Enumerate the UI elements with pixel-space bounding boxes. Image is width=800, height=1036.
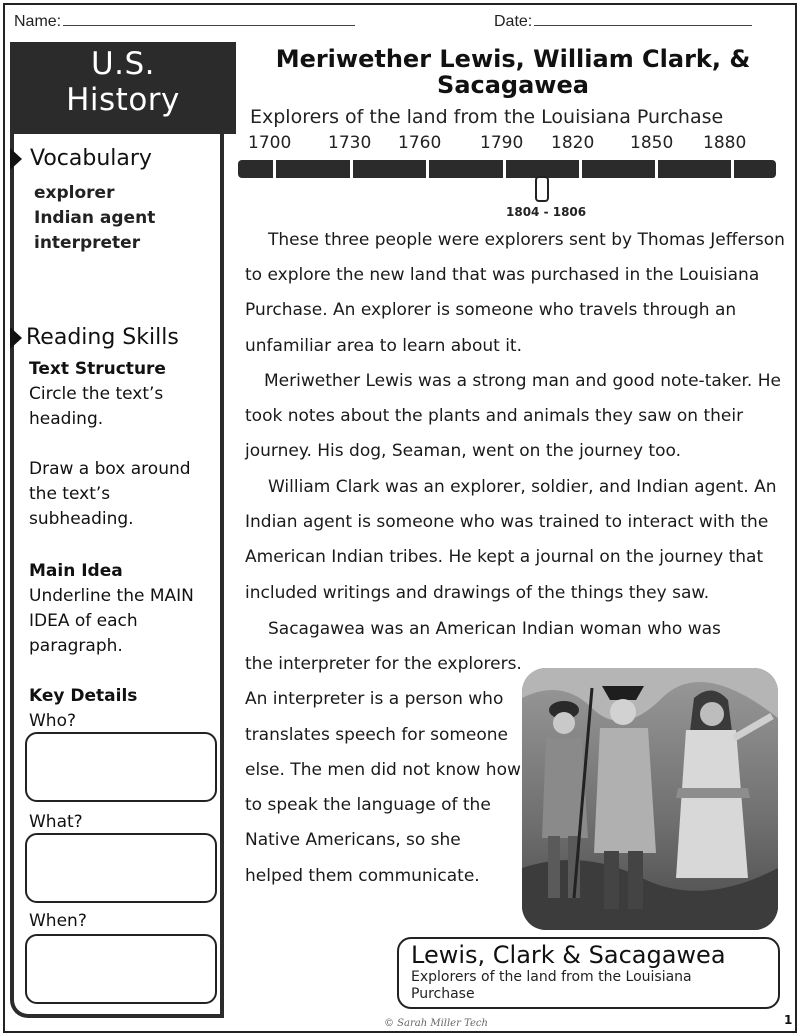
passage-line: included writings and drawings of the things they saw. [245, 583, 710, 603]
passage-line: else. The men did not know how [245, 760, 521, 780]
vocabulary-arrow-icon [10, 148, 22, 170]
sidebar [10, 120, 224, 1018]
timeline-year: 1700 [248, 133, 292, 153]
caption-title: Lewis, Clark & Sacagawea [411, 941, 726, 969]
copyright-credit: © Sarah Miller Tech [384, 1018, 488, 1029]
caption-subtitle: Explorers of the land from the Louisiana Purchase [411, 969, 692, 1002]
timeline-tick [350, 160, 353, 178]
page-title-line1: Meriwether Lewis, William Clark, & [275, 45, 751, 73]
vocab-word: Indian agent [34, 208, 156, 228]
reading-skills-heading: Reading Skills [26, 325, 179, 350]
reading-skills-arrow-icon [10, 327, 22, 349]
when-answer-box[interactable] [25, 934, 217, 1004]
question-when: When? [29, 911, 87, 931]
passage-line: journey. His dog, Seaman, went on the journey too. [245, 441, 681, 461]
timeline-year: 1850 [630, 133, 674, 153]
name-line [63, 12, 355, 26]
timeline-marker-label: 1804 - 1806 [506, 205, 587, 219]
skill-instruction: Draw a box around [29, 459, 191, 479]
timeline-tick [579, 160, 582, 178]
page-title [246, 46, 780, 98]
key-details-label: Key Details [29, 686, 138, 706]
skill-instruction: the text’s [29, 484, 111, 504]
passage-line: translates speech for someone [245, 725, 509, 745]
text-structure-label: Text Structure [29, 359, 166, 379]
date-label: Date: [494, 13, 533, 30]
passage-line: Purchase. An explorer is someone who travels through an [245, 300, 737, 320]
timeline-year: 1790 [480, 133, 524, 153]
skill-instruction: IDEA of each [29, 611, 138, 631]
timeline-year: 1880 [703, 133, 747, 153]
explorers-illustration-art [522, 668, 778, 930]
explorers-illustration [522, 668, 778, 930]
vocab-word: interpreter [34, 233, 141, 253]
question-who: Who? [29, 711, 77, 731]
caption-box [397, 937, 780, 1009]
who-answer-box[interactable] [25, 732, 217, 802]
skill-instruction: Underline the MAIN [29, 586, 194, 606]
what-answer-box[interactable] [25, 833, 217, 903]
timeline-tick [273, 160, 276, 178]
page-title-line2: Sacagawea [437, 71, 589, 99]
timeline-tick [731, 160, 734, 178]
page-number: 1 [784, 1013, 793, 1027]
main-idea-label: Main Idea [29, 561, 123, 581]
skill-instruction: heading. [29, 409, 104, 429]
passage-line: Native Americans, so she [245, 830, 461, 850]
passage-line: helped them communicate. [245, 866, 480, 886]
question-what: What? [29, 812, 83, 832]
passage-line: An interpreter is a person who [245, 689, 504, 709]
passage-line: took notes about the plants and animals they saw on their [245, 406, 744, 426]
subject-title-line1: U.S. [90, 46, 156, 82]
passage-line: unfamiliar area to learn about it. [245, 336, 522, 356]
vocab-word: explorer [34, 183, 115, 203]
timeline-tick [503, 160, 506, 178]
timeline-marker [535, 176, 549, 202]
passage-line: American Indian tribes. He kept a journal on the journey that [245, 547, 764, 567]
date-field[interactable] [494, 12, 752, 31]
page-subtitle: Explorers of the land from the Louisiana Purchase [250, 106, 724, 128]
subject-title-line2: History [66, 82, 180, 118]
timeline-tick [426, 160, 429, 178]
passage-line: Indian agent is someone who was trained to interact with the [245, 512, 769, 532]
name-label: Name: [14, 13, 62, 30]
passage-line: Sacagawea was an American Indian woman who was [268, 619, 721, 639]
passage-line: to speak the language of the [245, 795, 491, 815]
vocabulary-heading: Vocabulary [30, 146, 152, 171]
skill-instruction: subheading. [29, 509, 134, 529]
timeline-tick [655, 160, 658, 178]
timeline-bar [238, 160, 776, 178]
name-field[interactable] [14, 12, 355, 31]
skill-instruction: paragraph. [29, 636, 123, 656]
passage-line: William Clark was an explorer, soldier, and Indian agent. An [268, 477, 777, 497]
date-line [534, 12, 752, 26]
passage-line: to explore the new land that was purchased in the Louisiana [245, 265, 760, 285]
skill-instruction: Circle the text’s [29, 384, 164, 404]
timeline-year: 1730 [328, 133, 372, 153]
passage-line: These three people were explorers sent by Thomas Jefferson [268, 230, 785, 250]
timeline-year: 1760 [398, 133, 442, 153]
passage-line: the interpreter for the explorers. [245, 654, 522, 674]
passage-line: Meriwether Lewis was a strong man and good note-taker. He [264, 371, 781, 391]
timeline-year: 1820 [551, 133, 595, 153]
